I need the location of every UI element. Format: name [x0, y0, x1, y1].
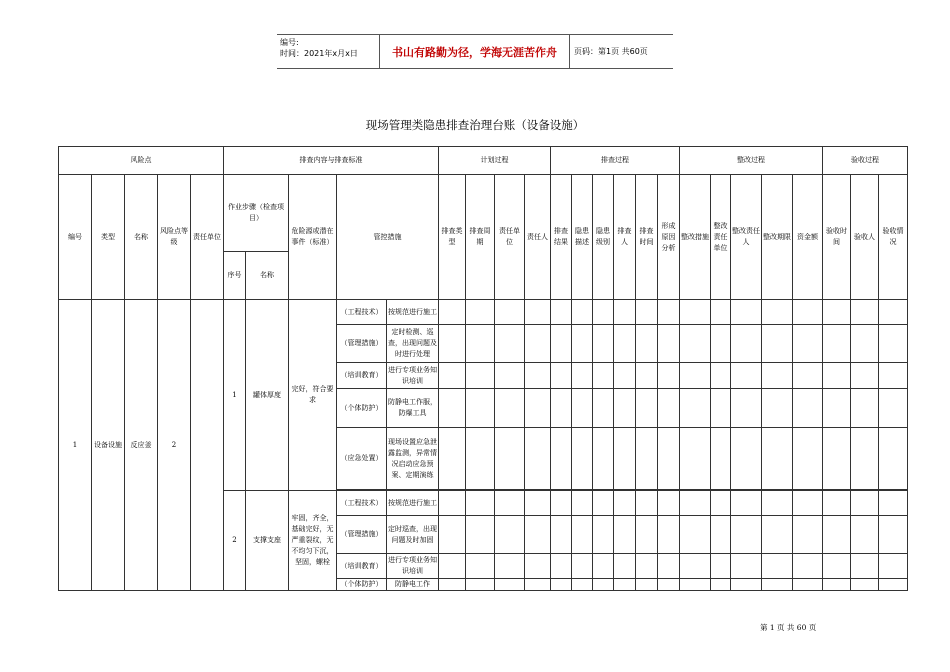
- measure-content: 防静电工作服，防爆工具: [387, 389, 439, 428]
- record-type: 设备设施: [92, 300, 125, 591]
- measure-category: （个体防护）: [337, 389, 387, 428]
- measure-content: 按规范进行施工: [387, 300, 439, 325]
- col-no: 编号: [59, 175, 92, 300]
- step-seq: 1: [224, 300, 246, 491]
- col-cause: 形成原因分析: [658, 175, 680, 300]
- col-plan-unit: 责任单位: [495, 175, 525, 300]
- col-work-step: 作业步骤（检查项目）: [224, 175, 289, 252]
- page-title: 现场管理类隐患排查治理台账（设备设施）: [365, 118, 585, 132]
- measure-category: （应急处置）: [337, 428, 387, 490]
- col-deadline: 整改期限: [762, 175, 793, 300]
- col-hazard: 危险源或潜在事件（标准）: [289, 175, 337, 300]
- header-page-info: 页码：第1页 共60页: [574, 47, 648, 56]
- measure-content: 进行专项业务知识培训: [387, 554, 439, 579]
- col-plan-person: 责任人: [525, 175, 551, 300]
- measure-category: （管理措施）: [337, 516, 387, 554]
- measure-content: 定时巡查，出现问题及时加固: [387, 516, 439, 554]
- measure-content: 定时检测、巡查，出现问题及时进行处理: [387, 325, 439, 363]
- col-seq: 序号: [224, 252, 246, 300]
- col-name: 名称: [125, 175, 158, 300]
- measure-content: 按规范进行施工: [387, 491, 439, 516]
- col-inspection-cycle: 排查周期: [466, 175, 495, 300]
- header-motto: 书山有路勤为径，学海无涯苦作舟: [380, 35, 570, 68]
- group-inspection: 排查过程: [551, 147, 680, 175]
- measure-category: （培训教育）: [337, 554, 387, 579]
- document-number-label: 编号:: [280, 38, 299, 47]
- step-hazard: 完好，符合要求: [289, 300, 337, 491]
- measure-content: 防静电工作: [387, 579, 439, 591]
- col-result: 排查结果: [551, 175, 572, 300]
- col-fund: 资金额: [793, 175, 823, 300]
- col-accept-person: 验收人: [851, 175, 879, 300]
- col-inspection-type: 排查类型: [439, 175, 466, 300]
- col-inspector: 排查人: [614, 175, 636, 300]
- group-acceptance: 验收过程: [823, 147, 908, 175]
- col-description: 隐患描述: [572, 175, 593, 300]
- col-step-name: 名称: [246, 252, 289, 300]
- col-level: 隐患级别: [593, 175, 614, 300]
- step-name: 罐体厚度: [246, 300, 289, 491]
- measure-category: （管理措施）: [337, 325, 387, 363]
- measure-category: （个体防护）: [337, 579, 387, 591]
- col-type: 类型: [92, 175, 125, 300]
- group-plan: 计划过程: [439, 147, 551, 175]
- col-rect-unit: 整改责任单位: [711, 175, 731, 300]
- record-risk-level: 2: [158, 300, 191, 591]
- page-footer: 第 1 页 共 60 页: [760, 623, 817, 632]
- step-seq: 2: [224, 491, 246, 591]
- step-name: 支撑支座: [246, 491, 289, 591]
- group-inspection-content: 排查内容与排查标准: [224, 147, 439, 175]
- measure-category: （培训教育）: [337, 363, 387, 389]
- measure-content: 进行专项业务知识培训: [387, 363, 439, 389]
- group-rectify: 整改过程: [680, 147, 823, 175]
- page-header: [277, 34, 673, 69]
- hazard-ledger-table: [58, 146, 908, 591]
- step-hazard: 牢固，齐全，基础完好，无严重裂纹，无不均匀下沉，坚固，螺栓: [289, 491, 337, 591]
- measure-category: （工程技术）: [337, 491, 387, 516]
- col-rect-person: 整改责任人: [731, 175, 762, 300]
- col-accept-status: 验收情况: [879, 175, 908, 300]
- document-time: 时间：2021年x月x日: [280, 49, 358, 58]
- col-risk-level: 风险点等级: [158, 175, 191, 300]
- record-no: 1: [59, 300, 92, 591]
- col-measures: 整改措施: [680, 175, 711, 300]
- group-risk-point: 风险点: [59, 147, 224, 175]
- measure-category: （工程技术）: [337, 300, 387, 325]
- col-responsible-unit: 责任单位: [191, 175, 224, 300]
- col-control: 管控措施: [337, 175, 439, 300]
- col-inspect-time: 排查时间: [636, 175, 658, 300]
- record-name: 反应釜: [125, 300, 158, 591]
- measure-content: 现场设置应急泄露监测，异常情况启动应急预案、定期演练: [387, 428, 439, 490]
- col-accept-time: 验收时间: [823, 175, 851, 300]
- header-meta: [277, 35, 380, 68]
